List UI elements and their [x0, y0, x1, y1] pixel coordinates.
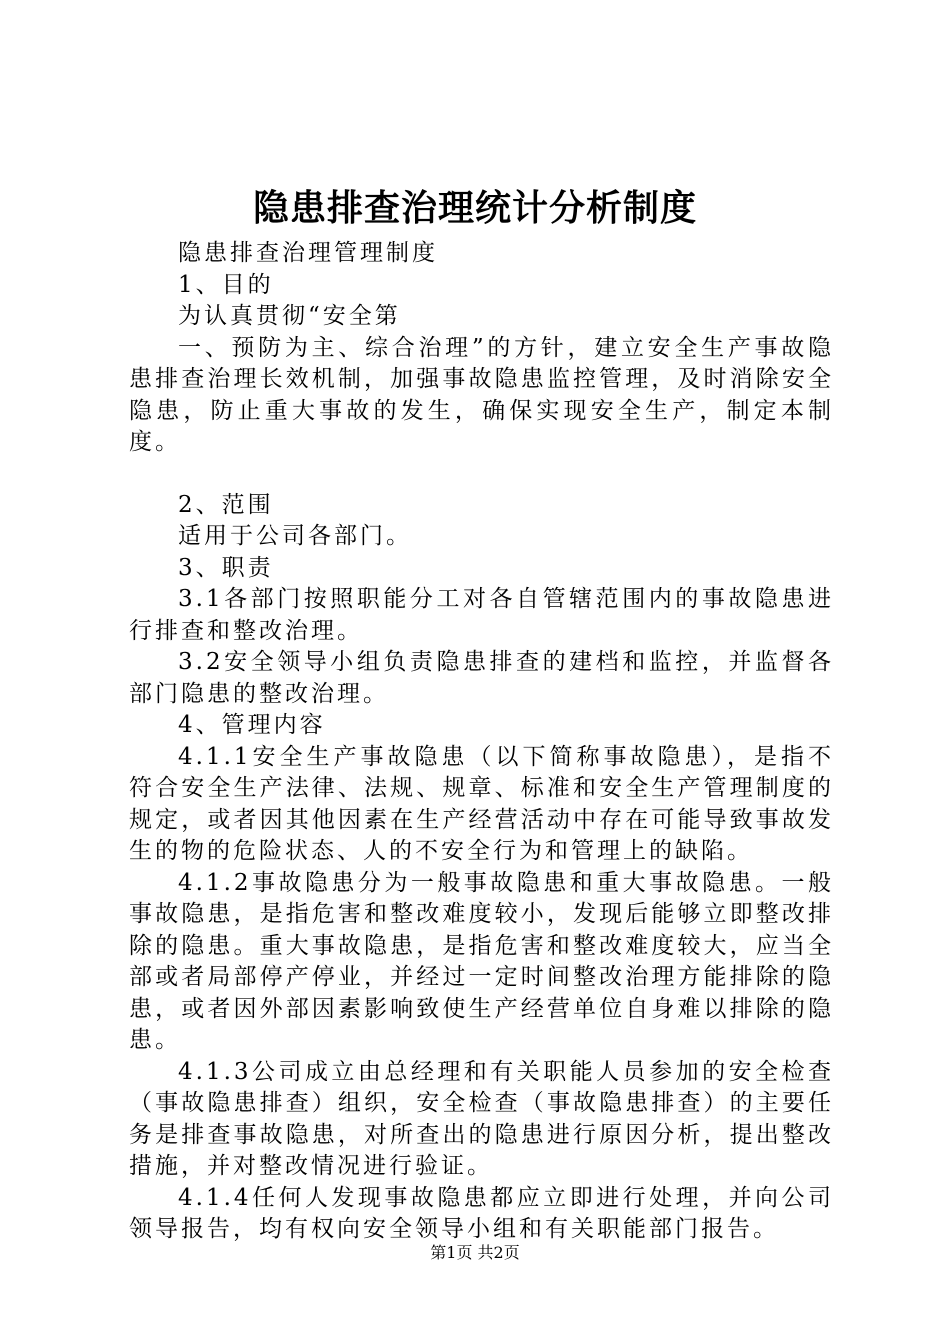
- paragraph: 4.1.1安全生产事故隐患（以下简称事故隐患），是指不符合安全生产法律、法规、规章、标准和安全生产管理制度的规定，或者因其他因素在生产经营活动中存在可能导致事故发生的物的危险状态、人的不安全行为和管理上的缺陷。: [129, 743, 834, 864]
- document-title: 隐患排查治理统计分析制度: [252, 187, 697, 229]
- paragraph: 适用于公司各部门。: [178, 523, 412, 549]
- paragraph: 4.1.3公司成立由总经理和有关职能人员参加的安全检查（事故隐患排查）组织，安全检查（事故隐患排查）的主要任务是排查事故隐患，对所查出的隐患进行原因分析，提出整改措施，并对整改情况进行验证。: [129, 1058, 834, 1179]
- paragraph: 3.2安全领导小组负责隐患排查的建档和监控，并监督各部门隐患的整改治理。: [129, 649, 834, 707]
- section-heading-duties: 3、职责: [178, 554, 274, 581]
- section-heading-content: 4、管理内容: [178, 712, 326, 738]
- page-footer: 第1页 共2页: [430, 1243, 520, 1262]
- document-body: [129, 238, 834, 1246]
- paragraph: 3.1各部门按照职能分工对各自管辖范围内的事故隐患进行排查和整改治理。: [129, 586, 834, 644]
- paragraph: 为认真贯彻“安全第: [178, 303, 401, 329]
- paragraph-heading: 隐患排查治理管理制度: [178, 240, 438, 266]
- section-heading-purpose: 1、目的: [178, 271, 274, 298]
- paragraph: 一、预防为主、综合治理”的方针，建立安全生产事故隐患排查治理长效机制，加强事故隐患监控管理，及时消除安全隐患，防止重大事故的发生，确保实现安全生产，制定本制度。: [129, 334, 834, 455]
- section-heading-scope: 2、范围: [178, 491, 274, 518]
- paragraph: 4.1.2事故隐患分为一般事故隐患和重大事故隐患。一般事故隐患，是指危害和整改难度较小，发现后能够立即整改排除的隐患。重大事故隐患，是指危害和整改难度较大，应当全部或者局部停产停业，并经过一定时间整改治理方能排除的隐患，或者因外部因素影响致使生产经营单位自身难以排除的隐患。: [129, 869, 834, 1053]
- paragraph: 4.1.4任何人发现事故隐患都应立即进行处理，并向公司领导报告，均有权向安全领导小组和有关职能部门报告。: [129, 1184, 834, 1242]
- paragraph-gap: [129, 459, 834, 490]
